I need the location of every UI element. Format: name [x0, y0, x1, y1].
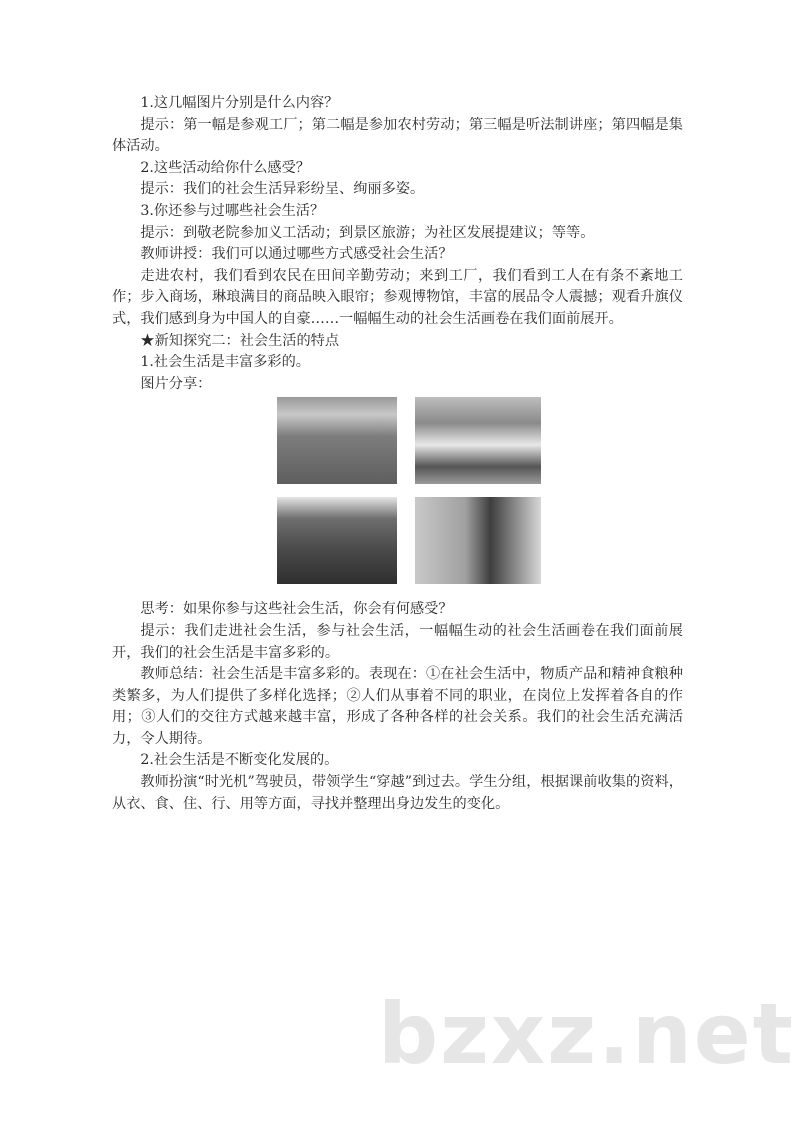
- hint-3: 提示：到敬老院参加义工活动；到景区旅游；为社区发展提建议；等等。: [140, 224, 595, 241]
- teacher-summary: 教师总结：社会生活是丰富多彩的。表现在：①在社会生活中，物质产品和精神食粮种类繁多，为人们提供了多样化选择；②人们从事着不同的职业，在岗位上发挥着各自的作用；③人们的交往方式越来越丰富，形成了各种各样的社会关系。我们的社会生活充满活力，令人期待。: [112, 666, 683, 747]
- think-question: 思考：如果你参与这些社会生活，你会有何感受？: [140, 601, 453, 618]
- hint-4: 提示：我们走进社会生活，参与社会生活，一幅幅生动的社会生活画卷在我们面前展开，我们的社会生活是丰富多彩的。: [112, 622, 683, 661]
- point-1: 1.社会生活是丰富多彩的。: [140, 354, 310, 371]
- photo-grid: [112, 397, 683, 597]
- question-1: 1.这几幅图片分别是什么内容？: [140, 95, 339, 111]
- section-heading: ★新知探究二：社会生活的特点: [140, 332, 340, 349]
- teacher-lecture: 教师讲授：我们可以通过哪些方式感受社会生活？: [140, 246, 453, 263]
- photo-museum-building: [277, 497, 397, 584]
- picture-share-label: 图片分享：: [140, 375, 212, 392]
- point-2: 2.社会生活是不断变化发展的。: [140, 752, 339, 769]
- activity-text: 教师扮演“时光机”驾驶员，带领学生“穿越”到过去。学生分组，根据课前收集的资料，从衣、食、住、行、用等方面，寻找并整理出身边发生的变化。: [112, 774, 683, 812]
- hint-1: 提示：第一幅是参观工厂；第二幅是参加农村劳动；第三幅是听法制讲座；第四幅是集体活动。: [112, 116, 683, 155]
- document-body: [112, 93, 683, 815]
- question-3: 3.你还参与过哪些社会生活？: [140, 202, 325, 219]
- watermark: bzxz.net: [378, 985, 795, 1083]
- hint-2: 提示：我们的社会生活异彩纷呈、绚丽多姿。: [140, 181, 425, 198]
- photo-bus: [415, 397, 541, 484]
- photo-farmer-field: [277, 397, 397, 484]
- lecture-text: 走进农村，我们看到农民在田间辛勤劳动；来到工厂，我们看到工人在有条不紊地工作；步入商场，琳琅满目的商品映入眼帘；参观博物馆，丰富的展品令人震撼；观看升旗仪式，我们感到身为中国人的自豪……一幅幅生动的社会生活画卷在我们面前展开。: [112, 267, 683, 327]
- photo-volunteer: [415, 497, 541, 584]
- question-2: 2.这些活动给你什么感受？: [140, 159, 310, 176]
